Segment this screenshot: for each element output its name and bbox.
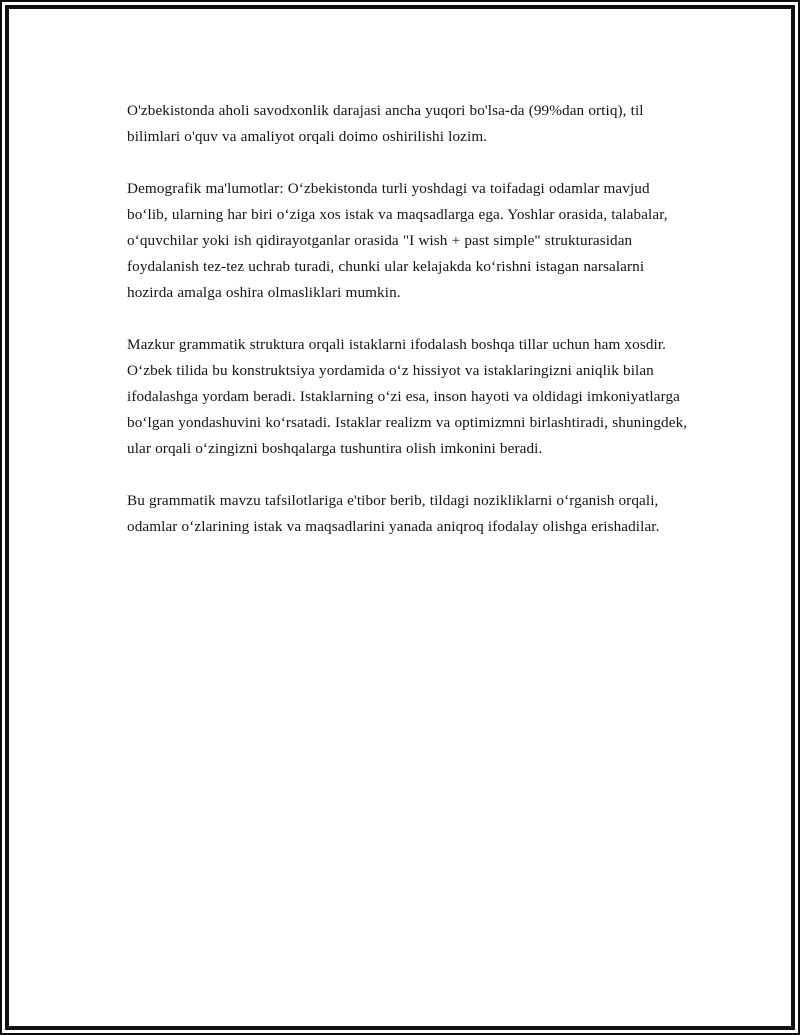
paragraph-demographic-data: Demografik ma'lumotlar: Oʻzbekistonda turli yoshdagi va toifadagi odamlar mavjud boʻlib, ularning har biri oʻziga xos istak va maqsadlarga ega. Yoshlar orasida, talabalar, oʻquvchilar yoki ish qidirayotganlar orasida "I wish + past simple" strukturasidan foydalanish tez-tez uchrab turadi, chunki ular kelajakda koʻrishni istagan narsalarni hozirda amalga oshira olmasliklari mumkin. xyxy=(127,180,668,301)
paragraph-grammar-structure: Mazkur grammatik struktura orqali istaklarni ifodalash boshqa tillar uchun ham xosdir. Oʻzbek tilida bu konstruktsiya yordamida oʻz hissiyot va istaklaringizni aniqlik bilan ifodalashga yordam beradi. Istaklarning oʻzi esa, inson hayoti va oldidagi imkoniyatlarga boʻlgan yondashuvini koʻrsatadi. Istaklar realizm va optimizmni birlashtiradi, shuningdek, ular orqali oʻzingizni boshqalarga tushuntira olish imkonini beradi. xyxy=(127,336,688,457)
page-border-inner xyxy=(5,5,795,1030)
paragraph-conclusion: Bu grammatik mavzu tafsilotlariga e'tibor berib, tildagi nozikliklarni oʻrganish orqali, odamlar oʻzlarining istak va maqsadlarini yanada aniqroq ifodalay olishga erishadilar. xyxy=(127,492,660,535)
paragraph-literacy-rate: O'zbekistonda aholi savodxonlik darajasi ancha yuqori bo'lsa-da (99%dan ortiq), til bilimlari o'quv va amaliyot orqali doimo oshirilishi lozim. xyxy=(127,102,644,145)
document-text-body xyxy=(127,98,693,540)
document-page xyxy=(20,20,780,1015)
